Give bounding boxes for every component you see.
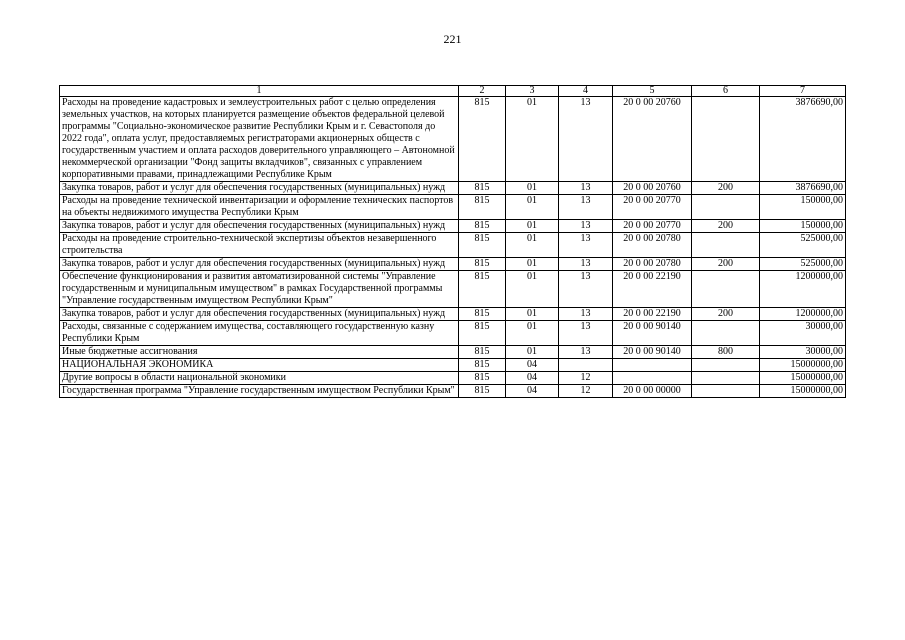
row-amount-cell: 1200000,00: [760, 308, 846, 321]
row-amount-cell: 1200000,00: [760, 271, 846, 308]
row-subsection-cell: 13: [559, 308, 613, 321]
row-subsection-cell: 13: [559, 220, 613, 233]
row-section-cell: 01: [506, 308, 559, 321]
row-subsection-cell: 13: [559, 271, 613, 308]
row-amount-cell: 3876690,00: [760, 182, 846, 195]
row-expense-type-cell: [692, 195, 760, 220]
table-row: [60, 372, 846, 385]
row-section-cell: 01: [506, 258, 559, 271]
row-amount-cell: 150000,00: [760, 195, 846, 220]
header-cell: 7: [760, 86, 846, 97]
table-row: [60, 359, 846, 372]
row-subsection-cell: 13: [559, 97, 613, 182]
row-amount-cell: 15000000,00: [760, 359, 846, 372]
row-name-cell: Иные бюджетные ассигнования: [60, 346, 459, 359]
row-target-cell: [613, 372, 692, 385]
table-row: [60, 346, 846, 359]
row-section-cell: 01: [506, 97, 559, 182]
row-expense-type-cell: 200: [692, 258, 760, 271]
row-subsection-cell: 12: [559, 372, 613, 385]
row-code-cell: 815: [459, 308, 506, 321]
row-amount-cell: 30000,00: [760, 321, 846, 346]
row-target-cell: [613, 359, 692, 372]
row-amount-cell: 15000000,00: [760, 385, 846, 398]
row-expense-type-cell: [692, 271, 760, 308]
row-expense-type-cell: [692, 385, 760, 398]
row-name-cell: Другие вопросы в области национальной экономики: [60, 372, 459, 385]
row-name-cell: Расходы, связанные с содержанием имущества, составляющего государственную казну Республики Крым: [60, 321, 459, 346]
row-name-cell: Закупка товаров, работ и услуг для обеспечения государственных (муниципальных) нужд: [60, 182, 459, 195]
table-row: [60, 233, 846, 258]
row-code-cell: 815: [459, 346, 506, 359]
row-target-cell: 20 0 00 20780: [613, 258, 692, 271]
row-code-cell: 815: [459, 372, 506, 385]
row-code-cell: 815: [459, 220, 506, 233]
header-cell: 4: [559, 86, 613, 97]
row-target-cell: 20 0 00 90140: [613, 346, 692, 359]
table-row: [60, 220, 846, 233]
row-code-cell: 815: [459, 258, 506, 271]
table-row: [60, 258, 846, 271]
row-target-cell: 20 0 00 90140: [613, 321, 692, 346]
row-target-cell: 20 0 00 20760: [613, 182, 692, 195]
row-target-cell: 20 0 00 20780: [613, 233, 692, 258]
row-name-cell: Расходы на проведение строительно-технической экспертизы объектов незавершенного строительства: [60, 233, 459, 258]
table-row: [60, 385, 846, 398]
row-subsection-cell: 12: [559, 385, 613, 398]
row-section-cell: 01: [506, 271, 559, 308]
row-code-cell: 815: [459, 195, 506, 220]
row-expense-type-cell: [692, 97, 760, 182]
row-amount-cell: 3876690,00: [760, 97, 846, 182]
row-subsection-cell: 13: [559, 346, 613, 359]
row-target-cell: 20 0 00 22190: [613, 271, 692, 308]
row-target-cell: 20 0 00 20770: [613, 220, 692, 233]
row-subsection-cell: 13: [559, 233, 613, 258]
row-subsection-cell: 13: [559, 258, 613, 271]
row-code-cell: 815: [459, 182, 506, 195]
row-name-cell: Расходы на проведение кадастровых и землеустроительных работ с целью определения земельных участков, на которых планируется размещение объектов федеральной целевой программы "Социально-экономическое развитие Республики Крым и г. Севастополя до 2022 года", оплата услуг, предоставляемых регистраторами акционерных обществ с государственным участием и оплата расходов доверительного управляющего – Автономной некоммерческой организации "Фонд защиты вкладчиков", связанных с управлением корпоративными правами, принадлежащими Республике Крым: [60, 97, 459, 182]
row-amount-cell: 15000000,00: [760, 372, 846, 385]
row-section-cell: 01: [506, 220, 559, 233]
row-section-cell: 04: [506, 372, 559, 385]
page-number: 221: [443, 32, 462, 46]
row-expense-type-cell: [692, 359, 760, 372]
table-row: [60, 308, 846, 321]
table-row: [60, 271, 846, 308]
row-expense-type-cell: [692, 372, 760, 385]
row-subsection-cell: 13: [559, 321, 613, 346]
row-name-cell: Расходы на проведение технической инвентаризации и оформление технических паспортов на объекты недвижимого имущества Республики Крым: [60, 195, 459, 220]
row-name-cell: НАЦИОНАЛЬНАЯ ЭКОНОМИКА: [60, 359, 459, 372]
row-section-cell: 01: [506, 182, 559, 195]
header-cell: 6: [692, 86, 760, 97]
row-amount-cell: 30000,00: [760, 346, 846, 359]
row-name-cell: Закупка товаров, работ и услуг для обеспечения государственных (муниципальных) нужд: [60, 258, 459, 271]
row-expense-type-cell: 800: [692, 346, 760, 359]
row-expense-type-cell: 200: [692, 308, 760, 321]
row-amount-cell: 150000,00: [760, 220, 846, 233]
row-section-cell: 01: [506, 195, 559, 220]
budget-table: [59, 85, 846, 398]
row-amount-cell: 525000,00: [760, 233, 846, 258]
table-row: [60, 195, 846, 220]
header-cell: 2: [459, 86, 506, 97]
row-expense-type-cell: [692, 321, 760, 346]
row-code-cell: 815: [459, 97, 506, 182]
row-expense-type-cell: 200: [692, 220, 760, 233]
header-cell: 1: [60, 86, 459, 97]
row-code-cell: 815: [459, 271, 506, 308]
row-code-cell: 815: [459, 359, 506, 372]
row-section-cell: 01: [506, 346, 559, 359]
row-subsection-cell: 13: [559, 195, 613, 220]
header-cell: 3: [506, 86, 559, 97]
table-row: [60, 182, 846, 195]
row-name-cell: Закупка товаров, работ и услуг для обеспечения государственных (муниципальных) нужд: [60, 308, 459, 321]
row-target-cell: 20 0 00 22190: [613, 308, 692, 321]
row-expense-type-cell: [692, 233, 760, 258]
row-amount-cell: 525000,00: [760, 258, 846, 271]
row-name-cell: Обеспечение функционирования и развития автоматизированной системы "Управление государственным и муниципальным имуществом" в рамках Государственной программы "Управление государственным имуществом Республики Крым": [60, 271, 459, 308]
row-section-cell: 01: [506, 233, 559, 258]
row-target-cell: 20 0 00 20760: [613, 97, 692, 182]
row-name-cell: Государственная программа "Управление государственным имуществом Республики Крым": [60, 385, 459, 398]
row-target-cell: 20 0 00 20770: [613, 195, 692, 220]
row-code-cell: 815: [459, 385, 506, 398]
row-expense-type-cell: 200: [692, 182, 760, 195]
header-cell: 5: [613, 86, 692, 97]
row-section-cell: 04: [506, 385, 559, 398]
table-header-row: [60, 86, 846, 97]
table-row: [60, 97, 846, 182]
row-subsection-cell: 13: [559, 182, 613, 195]
table-row: [60, 321, 846, 346]
row-code-cell: 815: [459, 233, 506, 258]
row-code-cell: 815: [459, 321, 506, 346]
row-subsection-cell: [559, 359, 613, 372]
row-section-cell: 04: [506, 359, 559, 372]
row-name-cell: Закупка товаров, работ и услуг для обеспечения государственных (муниципальных) нужд: [60, 220, 459, 233]
row-section-cell: 01: [506, 321, 559, 346]
row-target-cell: 20 0 00 00000: [613, 385, 692, 398]
